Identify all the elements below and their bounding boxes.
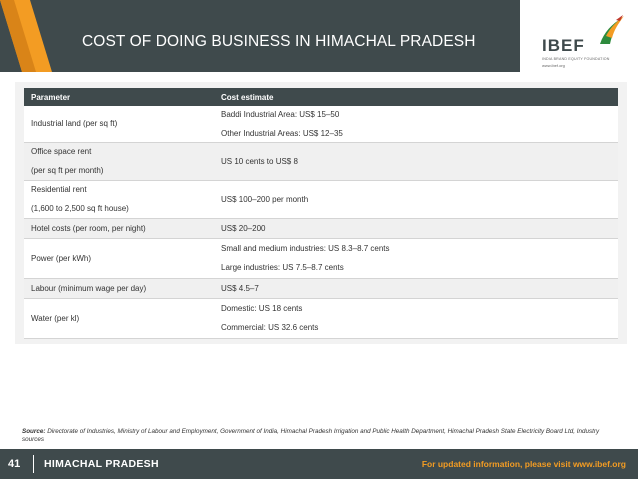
param-cell [24, 106, 214, 142]
table-panel [15, 82, 627, 344]
estimate-cell [214, 180, 618, 218]
param-text: Water (per kl) [31, 313, 80, 323]
param-cell [24, 218, 214, 238]
page-title: COST OF DOING BUSINESS IN HIMACHAL PRADESH [82, 33, 476, 50]
estimate-cell [214, 278, 618, 298]
table-header-row [24, 88, 618, 106]
footer-website-link[interactable]: For updated information, please visit www.ibef.org [421, 459, 626, 469]
param-text: (1,600 to 2,500 sq ft house) [31, 204, 129, 213]
table-row [24, 142, 618, 180]
table-row [24, 278, 618, 298]
param-text: Office space rent [31, 147, 92, 156]
estimate-cell [214, 298, 618, 338]
logo-wordmark: IBEF [542, 36, 585, 55]
param-cell [24, 142, 214, 180]
table-row [24, 106, 618, 142]
table-row [24, 298, 618, 338]
estimate-text: US$ 100–200 per month [221, 194, 309, 204]
estimate-cell [214, 218, 618, 238]
estimate-text: Small and medium industries: US 8.3–8.7 cents [221, 244, 390, 253]
header-cost-estimate: Cost estimate [214, 88, 618, 106]
slide-header [0, 0, 638, 80]
source-note [22, 428, 612, 444]
ibef-logo [534, 12, 634, 72]
logo-tagline: INDIA BRAND EQUITY FOUNDATION [542, 57, 610, 61]
table-row [24, 238, 618, 278]
param-text: Residential rent [31, 185, 87, 194]
corner-accent-icon [0, 0, 52, 72]
param-text: Industrial land (per sq ft) [31, 119, 118, 129]
estimate-cell [214, 106, 618, 142]
footer-divider [33, 455, 34, 473]
estimate-text: Commercial: US 32.6 cents [221, 323, 319, 332]
cost-table [24, 88, 618, 339]
estimate-text: US 10 cents to US$ 8 [221, 156, 298, 166]
estimate-text: Domestic: US 18 cents [221, 304, 303, 313]
estimate-cell [214, 142, 618, 180]
param-text: Power (per kWh) [31, 253, 92, 263]
param-cell [24, 278, 214, 298]
param-text: (per sq ft per month) [31, 166, 104, 175]
param-text: Hotel costs (per room, per night) [31, 223, 146, 233]
slide-footer [0, 449, 638, 479]
source-label: Source: [22, 428, 46, 435]
estimate-text: Baddi Industrial Area: US$ 15–50 [221, 109, 340, 119]
param-cell [24, 180, 214, 218]
param-text: Labour (minimum wage per day) [31, 283, 147, 293]
table-row [24, 218, 618, 238]
logo-url: www.ibef.org [542, 63, 565, 68]
param-cell [24, 238, 214, 278]
bird-logo-icon [596, 14, 626, 46]
page-number: 41 [8, 458, 21, 470]
estimate-text: Other Industrial Areas: US$ 12–35 [221, 128, 343, 138]
title-bar [0, 0, 520, 72]
estimate-text: US$ 4.5–7 [221, 283, 259, 293]
source-text: Directorate of Industries, Ministry of Labour and Employment, Government of India, Himachal Pradesh Irrigation and Public Health Department, Himachal Pradesh State Electricity Board Ltd, Industry sources [22, 428, 600, 443]
header-parameter: Parameter [24, 88, 214, 106]
estimate-text: US$ 20–200 [221, 223, 266, 233]
param-cell [24, 298, 214, 338]
estimate-cell [214, 238, 618, 278]
table-row [24, 180, 618, 218]
footer-state-name: HIMACHAL PRADESH [44, 458, 159, 470]
estimate-text: Large industries: US 7.5–8.7 cents [221, 263, 344, 272]
